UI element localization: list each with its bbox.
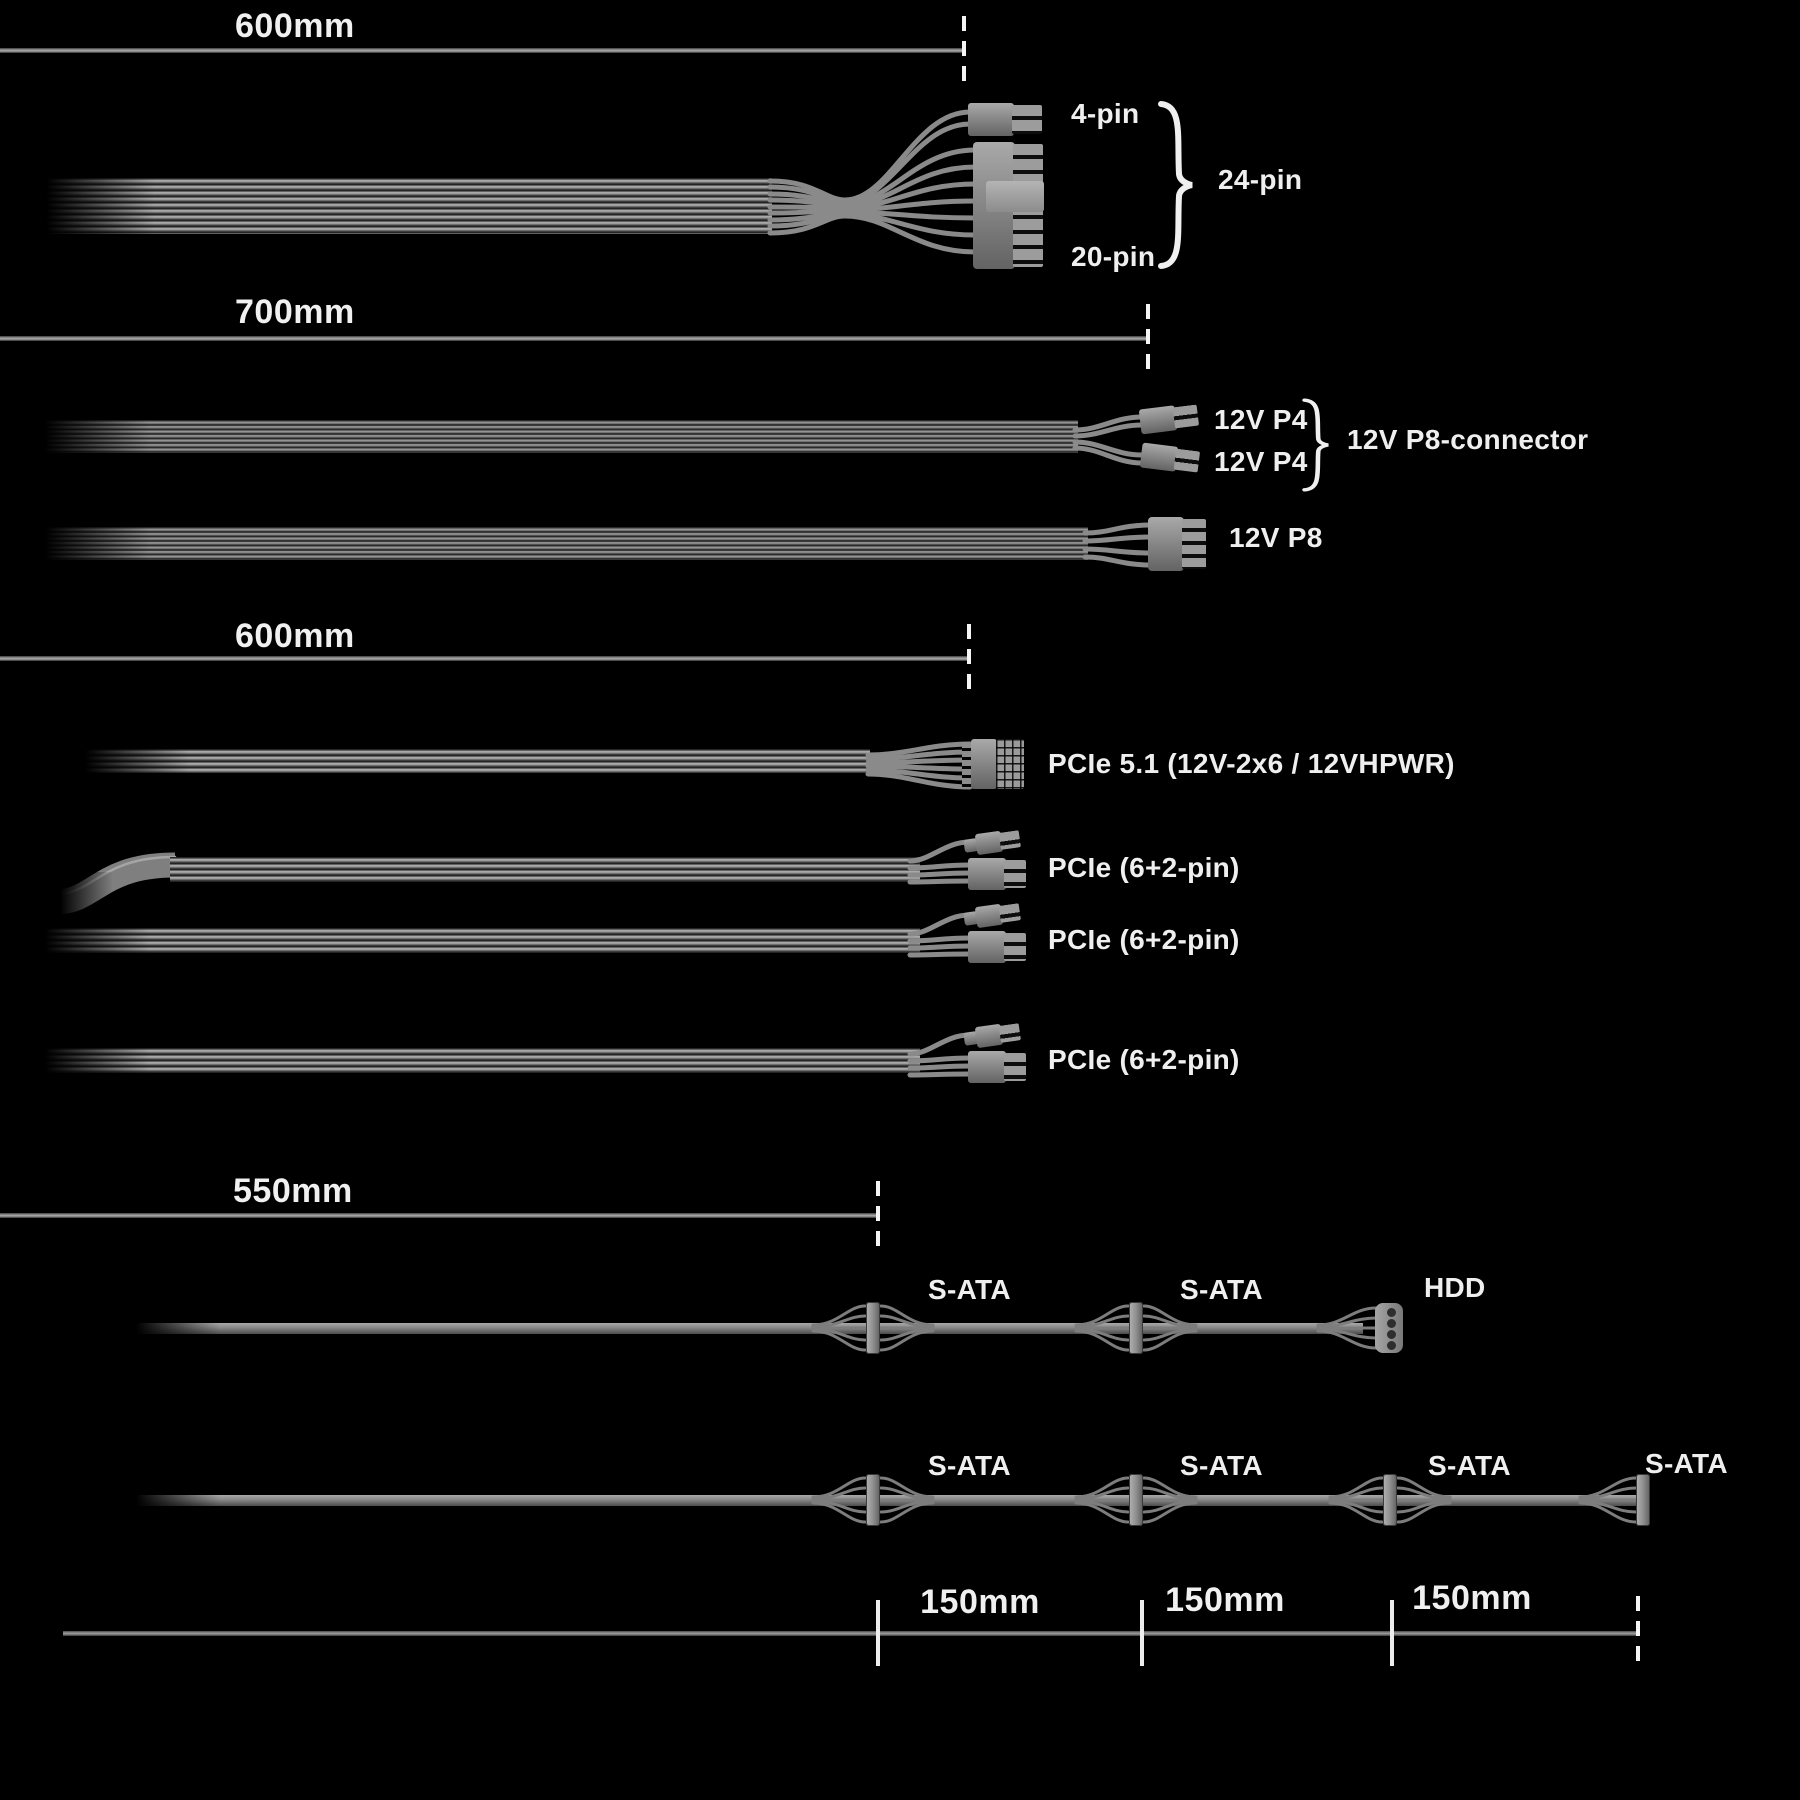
cable-pcie-c-fade xyxy=(0,1044,150,1077)
p8-group-brace xyxy=(1300,398,1332,492)
cable-12v-p8 xyxy=(0,527,1088,560)
pcie-b-8pin xyxy=(968,931,1006,963)
spacing-tick-4 xyxy=(1636,1596,1640,1670)
pcie-measure-line xyxy=(0,656,971,661)
cable-12v-p4 xyxy=(0,420,1078,453)
pcie5-connector xyxy=(971,739,997,789)
cable-sata-1-fade xyxy=(100,1320,220,1337)
sata2-label-1: S-ATA xyxy=(928,1450,1011,1481)
sata2-connector-2 xyxy=(1129,1474,1143,1526)
pcie-a-8pin-pins xyxy=(1004,860,1026,888)
sata-measure-line xyxy=(0,1213,880,1218)
sata2-label-2: S-ATA xyxy=(1180,1450,1263,1481)
atx-4pin-connector xyxy=(968,103,1014,136)
p8-connector-pins xyxy=(1182,519,1206,569)
cable-pcie5-fade xyxy=(40,745,190,777)
sata-measure-tick xyxy=(876,1181,880,1247)
pcie-measure-tick xyxy=(967,624,971,690)
p4-bottom-label: 12V P4 xyxy=(1214,446,1308,477)
sata2-label-3: S-ATA xyxy=(1428,1450,1511,1481)
atx-20pin-label: 20-pin xyxy=(1071,241,1156,272)
sata2-label-4: S-ATA xyxy=(1645,1448,1728,1479)
atx-measure-line xyxy=(0,48,966,53)
p8-group-label: 12V P8-connector xyxy=(1347,424,1589,455)
atx-24pin-label: 24-pin xyxy=(1218,164,1303,195)
pcie-a-fade xyxy=(38,872,113,917)
atx-4pin-label: 4-pin xyxy=(1071,98,1140,129)
atx-length-label: 600mm xyxy=(235,7,355,45)
pcie-a-8pin xyxy=(968,858,1006,890)
pcie5-label: PCIe 5.1 (12V-2x6 / 12VHPWR) xyxy=(1048,748,1455,779)
cpu-length-label: 700mm xyxy=(235,293,355,331)
sata1-connector-2 xyxy=(1129,1302,1143,1354)
atx-wire-fan xyxy=(740,80,990,280)
sata-spacing-line xyxy=(63,1631,1640,1636)
sata1-hdd-fan xyxy=(1318,1298,1380,1358)
spacing-tick-3 xyxy=(1390,1600,1394,1666)
sata2-connector-3 xyxy=(1383,1474,1397,1526)
sata2-end-fan xyxy=(1580,1470,1642,1530)
pcie-a-label: PCIe (6+2-pin) xyxy=(1048,852,1240,883)
atx-24pin-brace xyxy=(1155,100,1197,270)
sata1-connector-1 xyxy=(866,1302,880,1354)
pcie5-wire-fan xyxy=(860,735,975,795)
sata-length-label: 550mm xyxy=(233,1172,353,1210)
cpu-measure-tick xyxy=(1146,304,1150,370)
pcie-c-8pin-pins xyxy=(1004,1053,1026,1081)
p8-label: 12V P8 xyxy=(1229,522,1323,553)
pcie-c-label: PCIe (6+2-pin) xyxy=(1048,1044,1240,1075)
sata1-hdd-connector xyxy=(1375,1303,1403,1353)
atx-4pin-pins xyxy=(1012,105,1042,134)
p8-connector xyxy=(1148,517,1184,571)
p8-wire-fan xyxy=(1080,515,1155,575)
segment-label-2: 150mm xyxy=(1165,1581,1285,1619)
sata1-label-1: S-ATA xyxy=(928,1274,1011,1305)
sata2-connector-4 xyxy=(1636,1474,1650,1526)
pcie-c-8pin xyxy=(968,1051,1006,1083)
pcie-b-8pin-pins xyxy=(1004,933,1026,961)
segment-label-3: 150mm xyxy=(1412,1579,1532,1617)
spacing-tick-2 xyxy=(1140,1600,1144,1666)
cable-sata-2-fade xyxy=(100,1492,220,1509)
hdd-pin-dots xyxy=(1387,1308,1396,1317)
cable-12v-p8-fade xyxy=(0,523,150,564)
cable-12v-p4-fade xyxy=(0,416,150,457)
atx-measure-tick xyxy=(962,16,966,82)
atx-20pin-latch xyxy=(986,181,1044,212)
cable-pcie-b-fade xyxy=(0,924,150,957)
segment-label-1: 150mm xyxy=(920,1583,1040,1621)
sata1-label-hdd: HDD xyxy=(1424,1272,1486,1303)
p4-top-label: 12V P4 xyxy=(1214,404,1308,435)
sata1-label-2: S-ATA xyxy=(1180,1274,1263,1305)
pcie-length-label: 600mm xyxy=(235,617,355,655)
spacing-tick-1 xyxy=(876,1600,880,1666)
cable-pcie-a xyxy=(170,857,920,882)
pcie-b-label: PCIe (6+2-pin) xyxy=(1048,924,1240,955)
sata2-connector-1 xyxy=(866,1474,880,1526)
cpu-measure-line xyxy=(0,336,1150,341)
cable-atx-fade xyxy=(0,174,155,238)
pcie5-pin-grid xyxy=(996,739,1024,789)
